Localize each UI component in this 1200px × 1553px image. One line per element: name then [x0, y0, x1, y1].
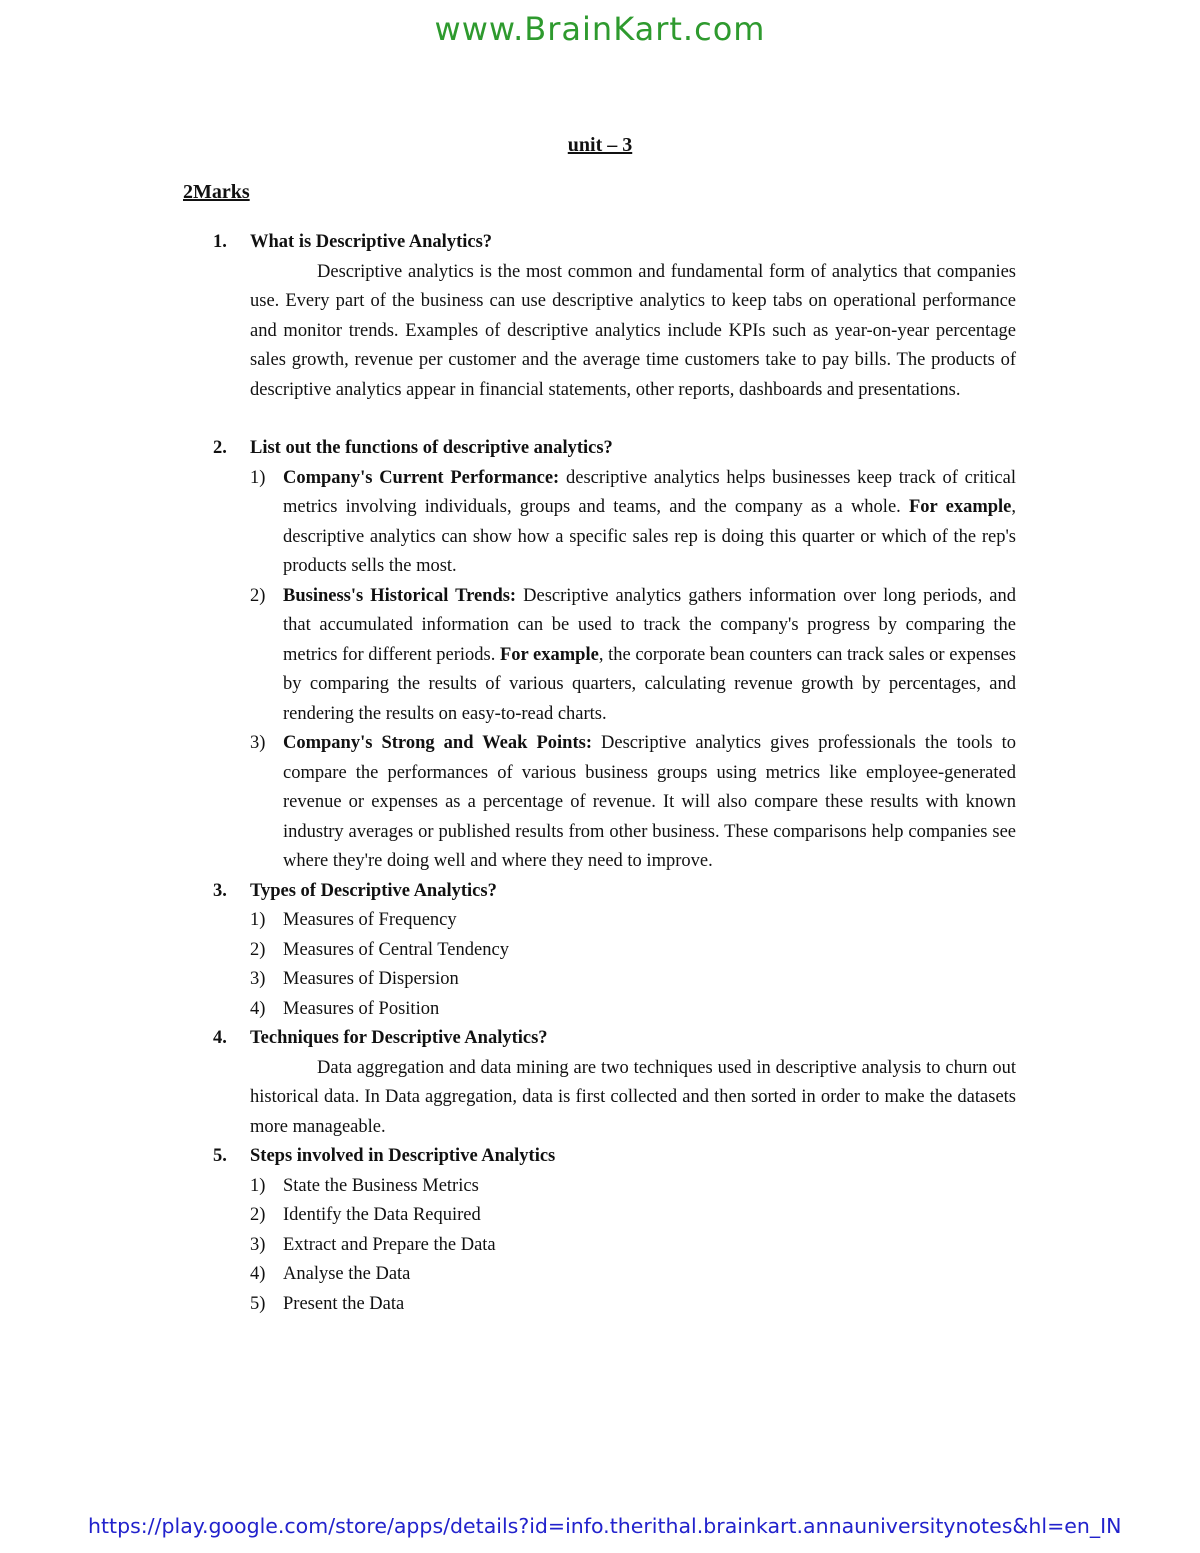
item-heading: Company's Current Performance: — [283, 467, 560, 488]
question-number: 2. — [213, 438, 227, 458]
list-item — [250, 995, 1016, 1025]
question-number: 3. — [213, 880, 227, 901]
list-item — [250, 582, 1016, 730]
item-number: 1) — [250, 1175, 266, 1196]
item-text: Identify the Data Required — [283, 1205, 481, 1225]
item-number: 3) — [250, 733, 266, 753]
item-number: 1) — [250, 910, 266, 930]
question-title: Types of Descriptive Analytics? — [250, 880, 497, 901]
item-text: Analyse the Data — [283, 1264, 411, 1284]
list-item — [250, 936, 1016, 966]
item-text: Present the Data — [283, 1293, 405, 1314]
list-item — [250, 1172, 1016, 1202]
item-text: Measures of Central Tendency — [283, 939, 509, 960]
list-item — [250, 1201, 1016, 1231]
item-text: Measures of Dispersion — [283, 969, 459, 989]
item-text: descriptive analytics helps businesses keep track of critical metrics involving individuals, groups and teams, and the company as a whole. — [283, 467, 1016, 517]
site-header: www.BrainKart.com — [434, 10, 766, 48]
item-text: Extract and Prepare the Data — [283, 1234, 496, 1255]
question-4 — [213, 1024, 1016, 1142]
list-item — [250, 906, 1016, 936]
question-number: 1. — [213, 232, 227, 252]
question-title: List out the functions of descriptive analytics? — [250, 438, 613, 458]
answer-paragraph: Data aggregation and data mining are two techniques used in descriptive analysis to churn out historical data. In Data aggregation, data is first collected and then sorted in order to make the datasets more manageable. — [250, 1057, 1016, 1137]
item-number: 2) — [250, 585, 266, 606]
question-title: What is Descriptive Analytics? — [250, 232, 493, 252]
spacer — [213, 405, 1016, 434]
question-number: 5. — [213, 1146, 227, 1166]
list-item — [250, 1231, 1016, 1261]
item-number: 4) — [250, 1264, 266, 1284]
question-title: Steps involved in Descriptive Analytics — [250, 1146, 556, 1166]
item-number: 3) — [250, 1234, 266, 1255]
question-title: Techniques for Descriptive Analytics? — [250, 1028, 548, 1048]
item-text: Descriptive analytics gathers information over long periods, and that accumulated information can be used to track the company's progress by comparing the metrics for different periods. — [283, 585, 1016, 665]
item-text: Measures of Frequency — [283, 910, 457, 930]
question-2 — [213, 434, 1016, 877]
item-number: 1) — [250, 467, 266, 488]
question-1 — [213, 228, 1016, 405]
list-item — [250, 965, 1016, 995]
item-heading: Business's Historical Trends: — [283, 585, 517, 606]
marks-title: 2Marks — [183, 181, 250, 203]
question-list — [213, 228, 1016, 1319]
item-text: Descriptive analytics gives professionals the tools to compare the performances of various business groups using metrics like employee-generated revenue or expenses as a percentage of revenue. It will also compare these results with known industry averages or published results from other business. These comparisons help companies see where they're doing well and where they need to improve. — [283, 733, 1017, 871]
list-item — [250, 1260, 1016, 1290]
answer-paragraph: Descriptive analytics is the most common and fundamental form of analytics that companies use. Every part of the business can use descriptive analytics to keep tabs on operational performance and monitor trends. Examples of descriptive analytics include KPIs such as year-on-year percentage sales growth, revenue per customer and the average time customers take to pay bills. The products of descriptive analytics appear in financial statements, other reports, dashboards and presentations. — [250, 261, 1016, 400]
item-number: 4) — [250, 998, 266, 1019]
function-list — [250, 464, 1016, 877]
list-item — [250, 1290, 1016, 1320]
types-list — [250, 906, 1016, 1024]
item-text: State the Business Metrics — [283, 1175, 479, 1196]
item-text: , the corporate bean counters can track sales or expenses by comparing the results of various quarters, calculating revenue growth by percentages, and rendering the results on easy-to-read charts. — [283, 644, 1016, 724]
question-3 — [213, 877, 1016, 1025]
item-text: Measures of Position — [283, 998, 440, 1019]
item-number: 3) — [250, 969, 266, 989]
list-item — [250, 464, 1016, 582]
list-item — [250, 729, 1016, 877]
item-text: , descriptive analytics can show how a specific sales rep is doing this quarter or which of the rep's products sells the most. — [283, 497, 1016, 576]
unit-title: unit – 3 — [567, 134, 633, 156]
item-number: 2) — [250, 939, 266, 960]
question-5 — [213, 1142, 1016, 1319]
item-heading: Company's Strong and Weak Points: — [283, 733, 592, 753]
footer-app-link[interactable]: https://play.google.com/store/apps/details?id=info.therithal.brainkart.annauniversitynotes&hl=en_IN — [88, 1514, 1122, 1538]
item-number: 2) — [250, 1205, 266, 1225]
question-number: 4. — [213, 1028, 227, 1048]
example-label: For example — [908, 497, 1012, 517]
steps-list — [250, 1172, 1016, 1320]
item-number: 5) — [250, 1293, 266, 1314]
example-label: For example — [500, 644, 599, 665]
